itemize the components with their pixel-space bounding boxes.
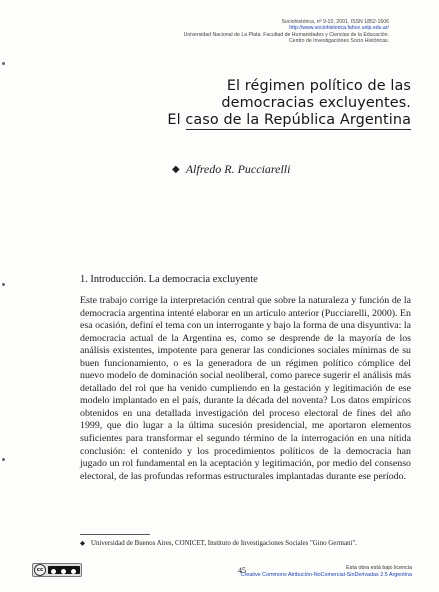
title-line: democracias excluyentes. xyxy=(221,95,411,111)
section-heading: 1. Introducción. La democracia excluyente xyxy=(80,274,258,285)
article-title xyxy=(111,78,411,129)
page-number: 45 xyxy=(238,566,246,575)
title-line: El régimen político de las xyxy=(226,78,411,94)
license-terms-icons xyxy=(48,566,80,574)
scan-artifact xyxy=(2,62,5,65)
license-notice xyxy=(241,565,412,578)
journal-citation: Sociohistórica, nº 9-10, 2001. ISSN 1852-1606 xyxy=(281,19,389,25)
diamond-icon: ◆ xyxy=(80,540,85,547)
institution-line: Universidad Nacional de La Plata. Facultad de Humanidades y Ciencias de la Educación. xyxy=(183,31,389,38)
creative-commons-badge-icon[interactable] xyxy=(32,563,82,577)
title-line: El caso de la República Argentina xyxy=(167,112,411,128)
author-line xyxy=(172,162,290,177)
footnote xyxy=(80,539,411,547)
footnote-text: Universidad de Buenos Aires, CONICET, Instituto de Investigaciones Sociales "Gino Germani". xyxy=(91,540,357,547)
cc-logo-icon: cc xyxy=(34,564,46,576)
center-line: Centro de Investigaciones Socio Históricas. xyxy=(288,38,389,45)
scan-artifact xyxy=(2,458,5,461)
license-link[interactable]: Creative Commons Atribución-NoComercial-SinDerivadas 2.5 Argentina xyxy=(240,571,412,578)
license-label: Esta obra está bajo licencia xyxy=(346,565,412,571)
journal-url-link[interactable]: http://www.sociohistorica.fahce.unlp.edu.ar/ xyxy=(289,25,389,32)
diamond-icon: ◆ xyxy=(172,164,180,175)
title-divider xyxy=(186,129,411,130)
body-paragraph: Este trabajo corrige la interpretación central que sobre la naturaleza y función de la democracia argentina intenté elaborar en un artículo anterior (Pucciarelli, 2000). En esa ocasión, definí el tema con un interrogante y bajo la forma de una disyuntiva: la democracia actual de la Argentina es, como se desprende de la mayoría de los análisis existentes, impotente para generar las condiciones sociales mínimas de su buen funcionamiento, o es la generadora de un régimen político cómplice del nuevo modelo de dominación social neoliberal, como parece sugerir el análisis más detallado del rol que ha venido cumpliendo en la gestación y legitimación de ese modelo implantado en el país, durante la década del noventa? Los datos empíricos obtenidos en una detallada investigación del proceso electoral de fines del año 1999, que dio lugar a la última sucesión presidencial, me aportaron elementos suficientes para transformar el segundo término de la interrogación en una nítida conclusión: el contenido y los procedimientos políticos de la democracia han jugado un rol fundamental en la aceptación y legitimación, por medio del consenso electoral, de las profundas reformas estructurales implantadas durante ese período. xyxy=(80,295,411,482)
scan-artifact xyxy=(2,283,5,286)
footnote-divider xyxy=(80,534,150,535)
author-name: Alfredo R. Pucciarelli xyxy=(185,162,291,176)
journal-header xyxy=(89,19,389,45)
